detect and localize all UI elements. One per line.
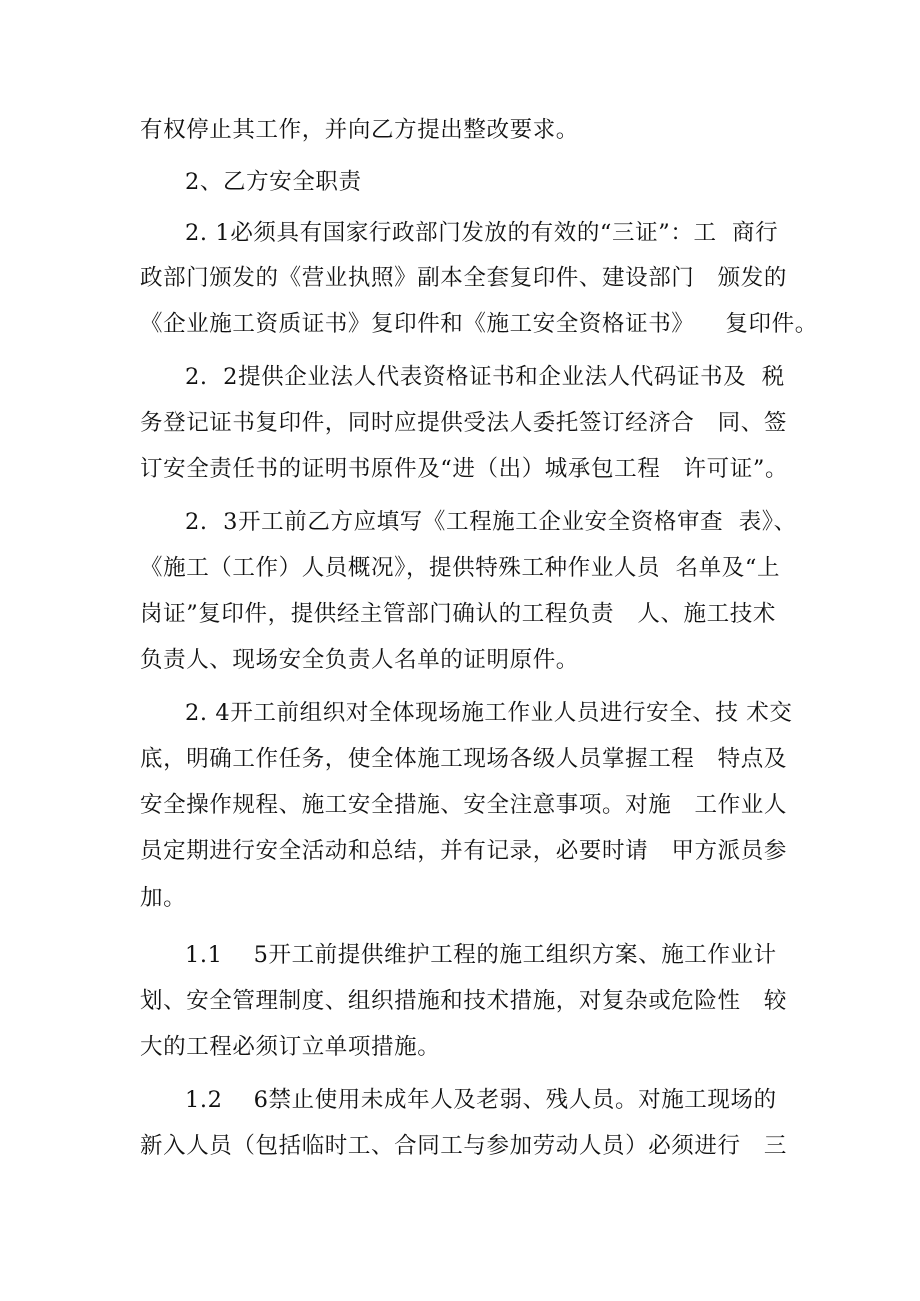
text-line: 划、安全管理制度、组织措施和技术措施，对复杂或危险性 较 <box>140 988 787 1014</box>
text-line: 大的工程必须订立单项措施。 <box>140 1034 441 1060</box>
text-line: 2. 3开工前乙方应填写《工程施工企业安全资格审查 表》、 <box>185 509 797 535</box>
text-line: 负责人、现场安全负责人名单的证明原件。 <box>140 647 579 673</box>
text-line: 1.1 5开工前提供维护工程的施工组织方案、施工作业计 <box>185 942 777 968</box>
text-line: 政部门颁发的《营业执照》副本全套复印件、建设部门 颁发的 <box>140 265 787 291</box>
text-line: 新入人员（包括临时工、合同工与参加劳动人员）必须进行 三 <box>140 1133 787 1159</box>
text-line: 2. 1必须具有国家行政部门发放的有效的“三证”：工 商行 <box>185 220 779 246</box>
text-line: 订安全责任书的证明书原件及“进（出）城承包工程 许可证”。 <box>140 456 789 482</box>
text-line: 加。 <box>140 885 187 911</box>
text-line: 岗证”复印件，提供经主管部门确认的工程负责 人、施工技术 <box>140 601 776 627</box>
text-line: 有权停止其工作，并向乙方提出整改要求。 <box>140 117 579 143</box>
text-line: 《施工（工作）人员概况》，提供特殊工种作业人员 名单及“上 <box>140 555 781 581</box>
text-line: 《企业施工资质证书》复印件和《施工安全资格证书》 复印件。 <box>140 311 818 337</box>
section-heading: 2、乙方安全职责 <box>185 169 362 195</box>
text-line: 1.2 6禁止使用未成年人及老弱、残人员。对施工现场的 <box>185 1087 777 1113</box>
text-line: 务登记证书复印件，同时应提供受法人委托签订经济合 同、签 <box>140 410 787 436</box>
text-line: 2. 2提供企业法人代表资格证书和企业法人代码证书及 税 <box>185 364 785 390</box>
text-line: 2. 4开工前组织对全体现场施工作业人员进行安全、技 术交 <box>185 700 793 726</box>
text-line: 安全操作规程、施工安全措施、安全注意事项。对施 工作业人 <box>140 792 787 818</box>
text-line: 底，明确工作任务，使全体施工现场各级人员掌握工程 特点及 <box>140 746 787 772</box>
text-line: 员定期进行安全活动和总结，并有记录，必要时请 甲方派员参 <box>140 838 787 864</box>
